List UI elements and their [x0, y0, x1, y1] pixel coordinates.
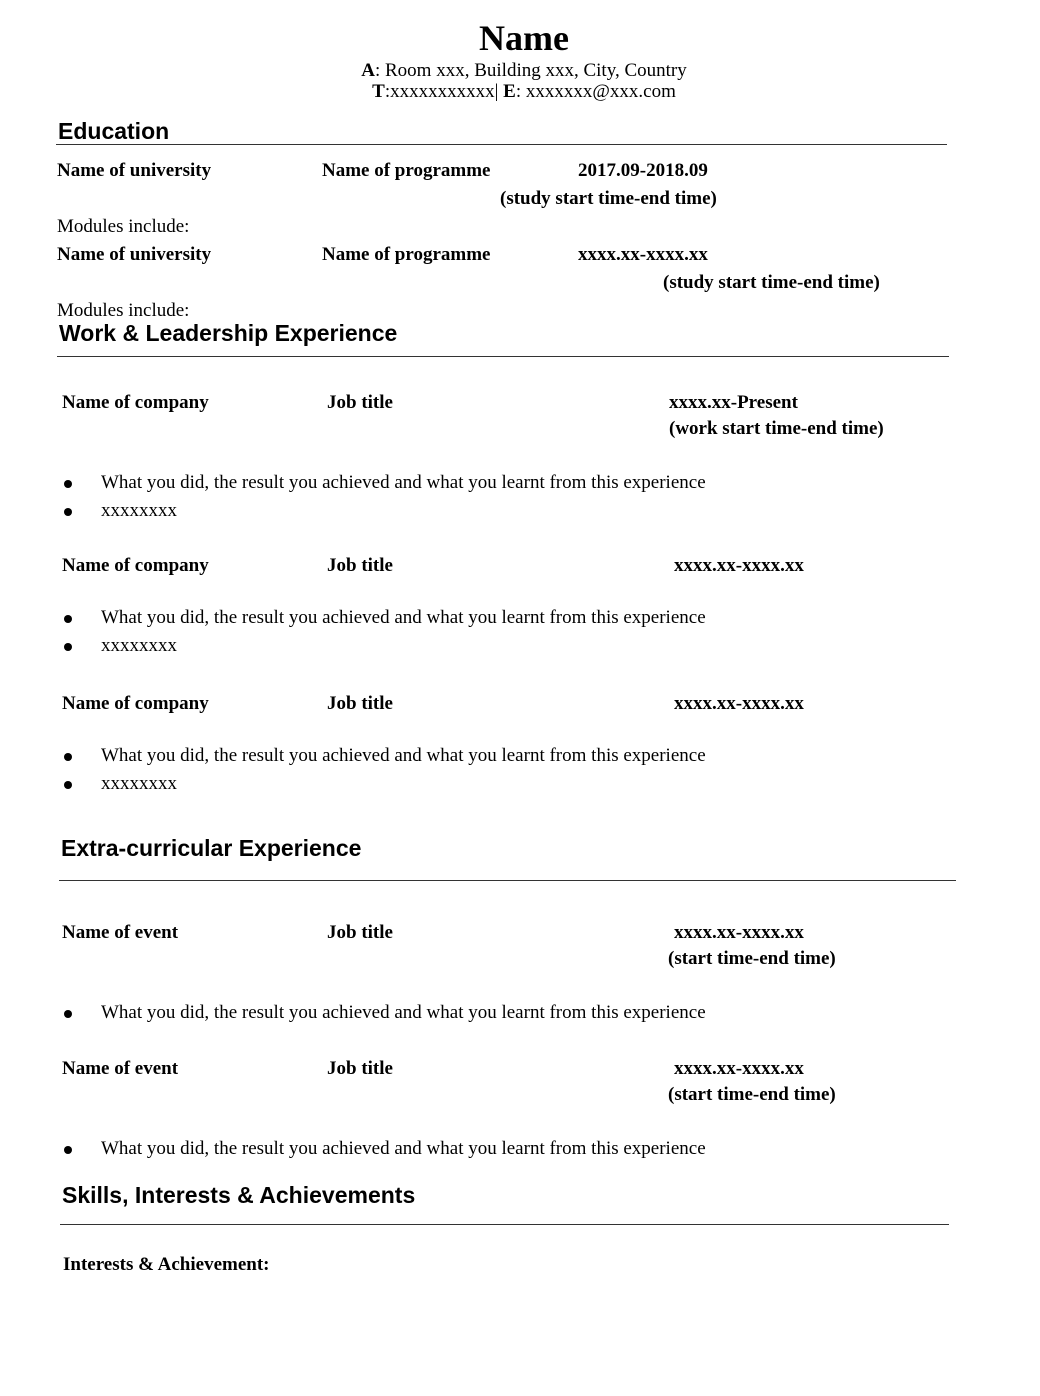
address-line — [0, 60, 1040, 82]
work-job-title: Job title — [327, 693, 393, 714]
work-dates: xxxx.xx-xxxx.xx — [674, 555, 804, 576]
address-text: : Room xxx, Building xxx, City, Country — [374, 60, 687, 81]
bullet-dot — [64, 643, 72, 651]
education-university: Name of university — [57, 160, 212, 181]
email-label: E — [503, 81, 516, 102]
work-bullet-text: xxxxxxxx — [101, 500, 177, 521]
extra-dates: xxxx.xx-xxxx.xx — [674, 1058, 804, 1079]
interests-label: Interests & Achievement: — [63, 1254, 270, 1275]
work-bullet-text: xxxxxxxx — [101, 773, 177, 794]
education-university: Name of university — [57, 244, 212, 265]
extra-event: Name of event — [62, 922, 179, 943]
education-modules: Modules include: — [57, 300, 190, 321]
extra-heading: Extra-curricular Experience — [61, 835, 362, 861]
work-heading: Work & Leadership Experience — [59, 320, 398, 346]
work-dates: xxxx.xx-Present — [669, 392, 798, 413]
bullet-dot — [64, 781, 72, 789]
work-divider — [57, 356, 949, 357]
work-company: Name of company — [62, 693, 209, 714]
skills-divider — [60, 1224, 949, 1225]
resume-name: Name — [479, 18, 569, 58]
education-dates-note: (study start time-end time) — [500, 188, 717, 209]
work-bullet-text: What you did, the result you achieved and what you learnt from this experience — [101, 745, 706, 766]
extra-dates-note: (start time-end time) — [668, 1084, 836, 1105]
work-bullet-text: What you did, the result you achieved and what you learnt from this experience — [101, 472, 706, 493]
extra-bullet-text: What you did, the result you achieved and what you learnt from this experience — [101, 1002, 706, 1023]
extra-dates: xxxx.xx-xxxx.xx — [674, 922, 804, 943]
extra-job-title: Job title — [327, 1058, 393, 1079]
contact-line — [0, 81, 1040, 103]
education-dates: xxxx.xx-xxxx.xx — [578, 244, 708, 265]
bullet-dot — [64, 508, 72, 516]
education-heading: Education — [58, 118, 170, 144]
phone-label: T — [372, 81, 385, 102]
phone-text: :xxxxxxxxxxx| — [384, 81, 504, 102]
work-job-title: Job title — [327, 392, 393, 413]
work-bullet-text: xxxxxxxx — [101, 635, 177, 656]
work-bullet-text: What you did, the result you achieved and what you learnt from this experience — [101, 607, 706, 628]
bullet-dot — [64, 1010, 72, 1018]
bullet-dot — [64, 480, 72, 488]
education-divider — [56, 144, 947, 145]
extra-divider — [59, 880, 956, 881]
bullet-dot — [64, 615, 72, 623]
email-text: : xxxxxxx@xxx.com — [515, 81, 676, 102]
education-programme: Name of programme — [322, 244, 491, 265]
extra-bullet-text: What you did, the result you achieved and what you learnt from this experience — [101, 1138, 706, 1159]
bullet-dot — [64, 753, 72, 761]
skills-heading: Skills, Interests & Achievements — [62, 1182, 416, 1208]
education-dates: 2017.09-2018.09 — [578, 160, 708, 181]
work-company: Name of company — [62, 392, 209, 413]
work-company: Name of company — [62, 555, 209, 576]
extra-event: Name of event — [62, 1058, 179, 1079]
education-programme: Name of programme — [322, 160, 491, 181]
work-job-title: Job title — [327, 555, 393, 576]
work-dates: xxxx.xx-xxxx.xx — [674, 693, 804, 714]
address-label: A — [361, 60, 375, 81]
bullet-dot — [64, 1146, 72, 1154]
extra-dates-note: (start time-end time) — [668, 948, 836, 969]
extra-job-title: Job title — [327, 922, 393, 943]
education-dates-note: (study start time-end time) — [663, 272, 880, 293]
education-modules: Modules include: — [57, 216, 190, 237]
work-dates-note: (work start time-end time) — [669, 418, 884, 439]
